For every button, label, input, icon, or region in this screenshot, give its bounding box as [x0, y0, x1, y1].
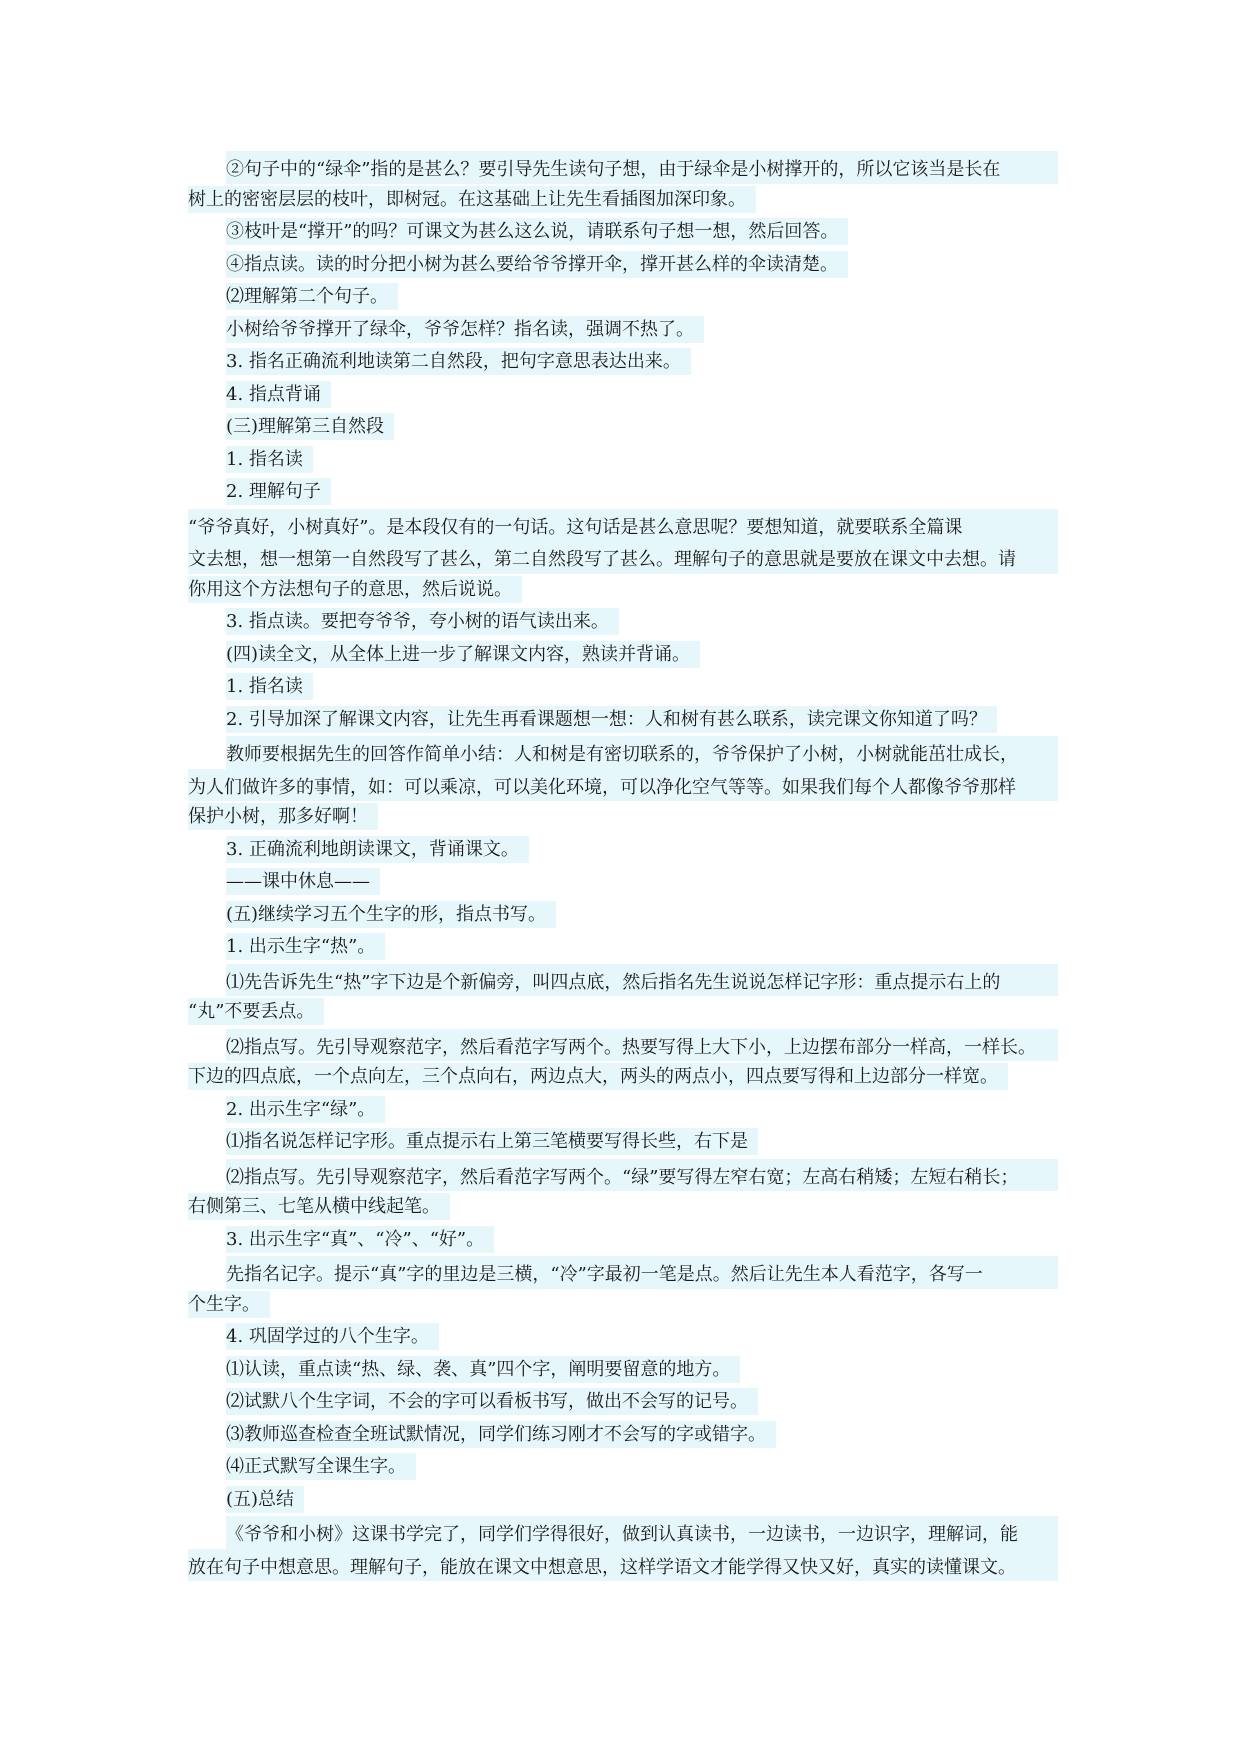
text-line-content: ⑵理解第二个句子。 [226, 283, 398, 310]
text-line [188, 639, 1058, 672]
text-line-content: 个生字。 [188, 1291, 270, 1318]
text-line [188, 1386, 1058, 1419]
text-line [188, 1516, 1058, 1549]
text-line [188, 1419, 1058, 1452]
text-line [188, 1191, 1058, 1224]
text-line-content: 为人们做许多的事情，如：可以乘凉，可以美化环境，可以净化空气等等。如果我们每个人都像爷爷那样 [188, 769, 1058, 802]
document-body [188, 151, 1058, 1581]
text-line-content: 3. 指点读。要把夸爷爷，夸小树的语气读出来。 [226, 608, 619, 635]
text-line-content: “丸”不要丢点。 [188, 998, 324, 1025]
text-line [188, 379, 1058, 412]
text-line-content: 3. 正确流利地朗读课文，背诵课文。 [226, 836, 529, 863]
text-line [188, 834, 1058, 867]
text-line-content: 4. 指点背诵 [226, 381, 331, 408]
text-line [188, 346, 1058, 379]
text-line-content: 教师要根据先生的回答作简单小结：人和树是有密切联系的，爷爷保护了小树，小树就能茁壮成长， [226, 736, 1058, 769]
text-line [188, 704, 1058, 737]
text-line [188, 411, 1058, 444]
text-line-content: 1. 指名读 [226, 446, 313, 473]
text-line [188, 151, 1058, 184]
text-line-content: (五)继续学习五个生字的形，指点书写。 [226, 901, 556, 928]
text-line-content: ④指点读。读的时分把小树为甚么要给爷爷撑开伞，撑开甚么样的伞读清楚。 [226, 251, 848, 278]
text-line-content: “爷爷真好，小树真好”。是本段仅有的一句话。这句话是甚么意思呢？要想知道，就要联系全篇课 [188, 509, 1058, 542]
text-line-content: 保护小树，那多好啊！ [188, 803, 378, 830]
text-line-content: 下边的四点底，一个点向左，三个点向右，两边点大，两头的两点小，四点要写得和上边部分一样宽。 [188, 1063, 1008, 1090]
text-line [188, 574, 1058, 607]
text-line-content: 《爷爷和小树》这课书学完了，同学们学得很好，做到认真读书，一边读书，一边识字，理解词，能 [226, 1516, 1058, 1549]
text-line [188, 1094, 1058, 1127]
text-line-content: ⑴指名说怎样记字形。重点提示右上第三笔横要写得长些，右下是 [226, 1128, 758, 1155]
text-line-content: (三)理解第三自然段 [226, 413, 394, 440]
text-line-content: 4. 巩固学过的八个生字。 [226, 1323, 439, 1350]
text-line-content: 小树给爷爷撑开了绿伞，爷爷怎样？指名读，强调不热了。 [226, 316, 704, 343]
text-line-content: ⑶教师巡查检查全班试默情况，同学们练习刚才不会写的字或错字。 [226, 1421, 776, 1448]
text-line [188, 1289, 1058, 1322]
text-line [188, 899, 1058, 932]
text-line [188, 964, 1058, 997]
text-line [188, 1126, 1058, 1159]
text-line [188, 736, 1058, 769]
text-line-content: 右侧第三、七笔从横中线起笔。 [188, 1193, 450, 1220]
text-line [188, 931, 1058, 964]
text-line-content: ⑵指点写。先引导观察范字，然后看范字写两个。“绿”要写得左窄右宽；左高右稍矮；左短右稍长； [226, 1159, 1058, 1192]
text-line-content: 放在句子中想意思。理解句子，能放在课文中想意思，这样学语文才能学得又快又好，真实的读懂课文。 [188, 1549, 1058, 1582]
text-line-content: (四)读全文，从全体上进一步了解课文内容，熟读并背诵。 [226, 641, 700, 668]
text-line-content: ⑴认读，重点读“热、绿、袭、真”四个字，阐明要留意的地方。 [226, 1356, 740, 1383]
text-line-content: 2. 出示生字“绿”。 [226, 1096, 385, 1123]
text-line [188, 184, 1058, 217]
text-line [188, 314, 1058, 347]
text-line [188, 476, 1058, 509]
text-line [188, 281, 1058, 314]
text-line [188, 1256, 1058, 1289]
text-line [188, 541, 1058, 574]
text-line-content: (五)总结 [226, 1486, 304, 1513]
text-line [188, 1484, 1058, 1517]
text-line-content: ⑵指点写。先引导观察范字，然后看范字写两个。热要写得上大下小，上边摆布部分一样高，一样长。 [226, 1029, 1058, 1062]
text-line-content: ③枝叶是“撑开”的吗？可课文为甚么这么说，请联系句子想一想，然后回答。 [226, 218, 848, 245]
text-line-content: ⑷正式默写全课生字。 [226, 1453, 416, 1480]
text-line [188, 509, 1058, 542]
text-line-content: ②句子中的“绿伞”指的是甚么？要引导先生读句子想，由于绿伞是小树撑开的，所以它该当是长在 [226, 151, 1058, 184]
text-line-content: 2. 理解句子 [226, 478, 331, 505]
text-line [188, 866, 1058, 899]
text-line-content: 2. 引导加深了解课文内容，让先生再看课题想一想：人和树有甚么联系，读完课文你知道了吗？ [226, 706, 997, 733]
text-line-content: 树上的密密层层的枝叶，即树冠。在这基础上让先生看插图加深印象。 [188, 186, 756, 213]
text-line-content: ⑴先告诉先生“热”字下边是个新偏旁，叫四点底，然后指名先生说说怎样记字形：重点提示右上的 [226, 964, 1058, 997]
text-line-content: 先指名记字。提示“真”字的里边是三横，“冷”字最初一笔是点。然后让先生本人看范字，各写一 [226, 1256, 1058, 1289]
text-line-content: 文去想，想一想第一自然段写了甚么，第二自然段写了甚么。理解句子的意思就是要放在课文中去想。请 [188, 541, 1058, 574]
text-line [188, 1159, 1058, 1192]
text-line [188, 1549, 1058, 1582]
text-line-content: 你用这个方法想句子的意思，然后说说。 [188, 576, 522, 603]
text-line [188, 249, 1058, 282]
text-line [188, 1224, 1058, 1257]
text-line [188, 1061, 1058, 1094]
text-line [188, 1354, 1058, 1387]
text-line [188, 606, 1058, 639]
text-line-content: ——课中休息—— [226, 868, 380, 895]
text-line-content: 1. 出示生字“热”。 [226, 933, 385, 960]
text-line [188, 996, 1058, 1029]
text-line [188, 671, 1058, 704]
text-line [188, 1321, 1058, 1354]
text-line [188, 1451, 1058, 1484]
text-line-content: ⑵试默八个生字词，不会的字可以看板书写，做出不会写的记号。 [226, 1388, 758, 1415]
text-line [188, 769, 1058, 802]
text-line [188, 1029, 1058, 1062]
text-line-content: 3. 出示生字“真”、“冷”、“好”。 [226, 1226, 494, 1253]
text-line [188, 216, 1058, 249]
text-line [188, 444, 1058, 477]
text-line-content: 3. 指名正确流利地读第二自然段，把句字意思表达出来。 [226, 348, 691, 375]
text-line-content: 1. 指名读 [226, 673, 313, 700]
text-line [188, 801, 1058, 834]
